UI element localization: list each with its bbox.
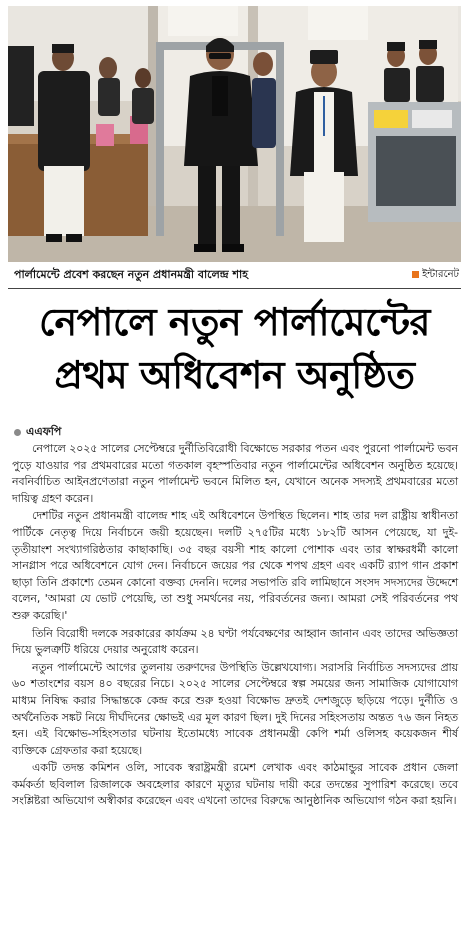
article-paragraph: নতুন পার্লামেন্টে আগের তুলনায় তরুণদের উপস্থিতি উল্লেখযোগ্য। সরাসরি নির্বাচিত সদস্যদের প্রায় ৬০ শতাংশের বয়স ৪০ বছরের নিচে। ২০২৫ সালের সেপ্টেম্বরে স্বল্প সময়ের জন্য সামাজিক যোগাযোগ মাধ্যম নিষিদ্ধ করার সিদ্ধান্তকে কেন্দ্র করে শুরু হওয়া বিক্ষোভ দ্রুতই দেশজুড়ে ছড়িয়ে পড়ে। দুর্নীতি ও অর্থনৈতিক সঙ্কট নিয়ে দীর্ঘদিনের ক্ষোভই এর মূল কারণ ছিল। দুই দিনের সহিংসতায় অন্তত ৭৬ জন নিহত হন। এই বিক্ষোভ-সহিংসতার ঘটনায় ইতোমধ্যে সাবেক প্রধানমন্ত্রী কেপি শর্মা ওলিসহ কয়েকজন শীর্ষ ব্যক্তিকে গ্রেফতার করা হয়েছে। (12, 660, 458, 757)
article-paragraph: নেপালে ২০২৫ সালের সেপ্টেম্বরে দুর্নীতিবিরোধী বিক্ষোভে সরকার পতন এবং পুরনো পার্লামেন্ট ভবন পুড়ে যাওয়ার পর প্রথমবারের মতো গতকাল বৃহস্পতিবার নতুন পার্লামেন্টের অধিবেশন অনুষ্ঠিত হয়েছে। নবনির্বাচিত আইনপ্রণেতারা নতুন পার্লামেন্ট ভবনে মিলিত হন, যেখানে অনেক সদস্যই প্রথমবারের মতো দায়িত্ব গ্রহণ করেন। (12, 442, 458, 505)
article-body (12, 441, 458, 811)
photo-credit (412, 266, 459, 284)
article-paragraph: তিনি বিরোধী দলকে সরকারের কার্যক্রম ২৪ ঘণ্টা পর্যবেক্ষণের আহ্বান জানান এবং তাদের অভিজ্ঞতা দিয়ে ভুলত্রুটি ধরিয়ে দেয়ার অনুরোধ করেন। (12, 626, 458, 657)
photo-credit-text: ইন্টারনেট (422, 269, 459, 280)
byline-dot-icon (14, 429, 21, 436)
photo-caption: পার্লামেন্টে প্রবেশ করছেন নতুন প্রধানমন্ত্রী বালেন্দ্র শাহ (14, 268, 248, 281)
byline (14, 425, 61, 439)
headline (8, 296, 461, 402)
byline-text: এএফপি (26, 425, 62, 438)
photo-caption-bar (8, 266, 461, 284)
news-photo (8, 6, 461, 262)
headline-line-2: প্রথম অধিবেশন অনুষ্ঠিত (54, 353, 415, 397)
article-paragraph: দেশটির নতুন প্রধানমন্ত্রী বালেন্দ্র শাহ এই অধিবেশনে উপস্থিত ছিলেন। শাহ তার দল রাষ্ট্রীয় স্বাধীনতা পার্টিকে নেতৃত্ব দিয়ে নির্বাচনে জয়ী হয়েছেন। দলটি ২৭৫টির মধ্যে ১৮২টি আসন পেয়েছে, যা দুই-তৃতীয়াংশ সংখ্যাগরিষ্ঠতার কাছাকাছি। ৩৫ বছর বয়সী শাহ কালো পোশাক এবং তার স্বাক্ষরধর্মী কালো সানগ্লাস পরে অধিবেশনে যোগ দেন। নির্বাচনে জয়ের পর থেকে শপথ গ্রহণ এবং একটি র‍্যাপ গান প্রকাশ ছাড়া তিনি প্রকাশ্যে তেমন কোনো বক্তব্য দেননি। দলের সভাপতি রবি লামিছানে সংসদ সদস্যদের উদ্দেশে বলেন, 'আমরা যে ভোট পেয়েছি, তা শুধু সমর্থনের নয়, পরিবর্তনের জন্য। আমরা সেই পরিবর্তনের পথ শুরু করেছি।' (12, 509, 458, 622)
credit-square-icon (412, 271, 419, 278)
caption-divider (8, 288, 461, 289)
article-paragraph: একটি তদন্ত কমিশন ওলি, সাবেক স্বরাষ্ট্রমন্ত্রী রমেশ লেখাক এবং কাঠমান্ডুর সাবেক প্রধান জেলা কর্মকর্তা ছবিলাল রিজালকে অবহেলার কারণে মৃত্যুর ঘটনায় দায়ী করে তদন্তের সুপারিশ করেছে। তবে সংশ্লিষ্টরা অভিযোগ অস্বীকার করেছেন এবং এখনো তাদের বিরুদ্ধে আনুষ্ঠানিক অভিযোগ গঠন করা হয়নি। (12, 761, 458, 808)
photo-illustration (8, 6, 461, 262)
headline-line-1: নেপালে নতুন পার্লামেন্টের (39, 300, 430, 344)
